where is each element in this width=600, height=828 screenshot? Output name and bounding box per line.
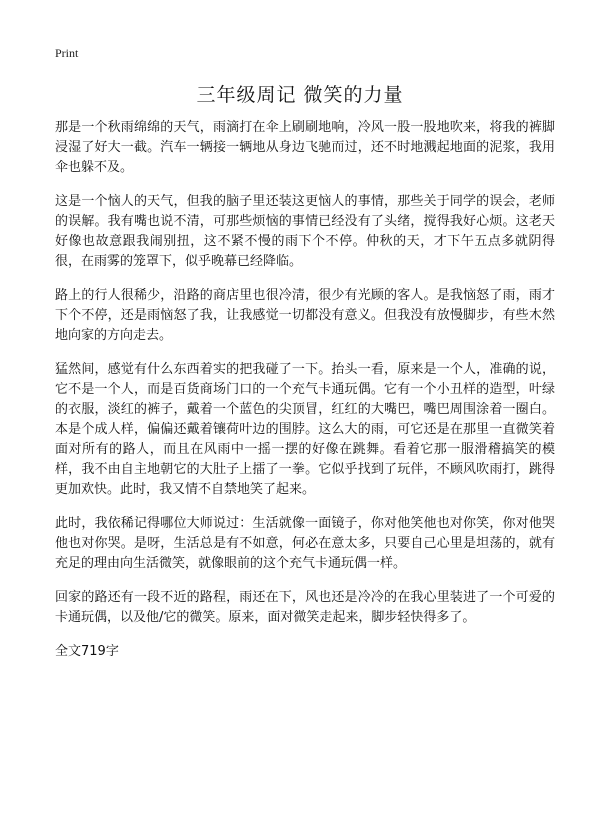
paragraph: 此时，我依稀记得哪位大师说过：生活就像一面镜子，你对他笑他也对你笑，你对他哭他也对你哭。是呀，生活总是有不如意，何必在意太多，只要自己心里是坦荡的，就有充足的理由向生活微笑，就像眼前的这个充气卡通玩偶一样。 [55,516,555,571]
print-link[interactable]: Print [55,46,79,60]
paragraph: 猛然间，感觉有什么东西着实的把我碰了一下。抬头一看，原来是一个人，准确的说，它不是一个人，而是百货商场门口的一个充气卡通玩偶。它有一个小丑样的造型，叶绿的衣服，淡红的裤子，戴着一个蓝色的尖顶冒，红红的大嘴巴，嘴巴周围涂着一圈白。本是个成人样，偏偏还戴着镶荷叶边的围脖。这么大的雨，可它还是在那里一直微笑着面对所有的路人，而且在风雨中一摇一摆的好像在跳舞。看着它那一服滑稽搞笑的模样，我不由自主地朝它的大肚子上擂了一拳。它似乎找到了玩伴，不顾风吹雨打，跳得更加欢快。此时，我又情不自禁地笑了起来。 [55,362,555,497]
page-title: 三年级周记 微笑的力量 [196,84,404,106]
paragraph: 回家的路还有一段不近的路程，雨还在下，风也还是冷冷的在我心里装进了一个可爱的卡通玩偶，以及他/它的微笑。原来，面对微笑走起来，脚步轻快得多了。 [55,590,555,625]
paragraph: 这是一个恼人的天气，但我的脑子里还装这更恼人的事情，那些关于同学的误会，老师的误解。我有嘴也说不清，可那些烦恼的事情已经没有了头绪，搅得我好心烦。这老天好像也故意跟我闹别扭，这不紧不慢的雨下个不停。仲秋的天，才下午五点多就阴得很，在雨雾的笼罩下，似乎晚幕已经降临。 [55,194,555,269]
word-count: 全文719字 [55,644,119,659]
paragraph: 路上的行人很稀少，沿路的商店里也很冷清，很少有光顾的客人。是我恼怒了雨，雨才下个不停，还是雨恼怒了我，让我感觉一切都没有意义。但我没有放慢脚步，有些木然地向家的方向走去。 [55,288,555,343]
article-body [55,118,555,662]
paragraph: 那是一个秋雨绵绵的天气，雨滴打在伞上刷刷地响，冷风一股一股地吹来，将我的裤脚浸湿了好大一截。汽车一辆接一辆地从身边飞驰而过，还不时地溅起地面的泥浆，我用伞也躲不及。 [55,120,555,175]
